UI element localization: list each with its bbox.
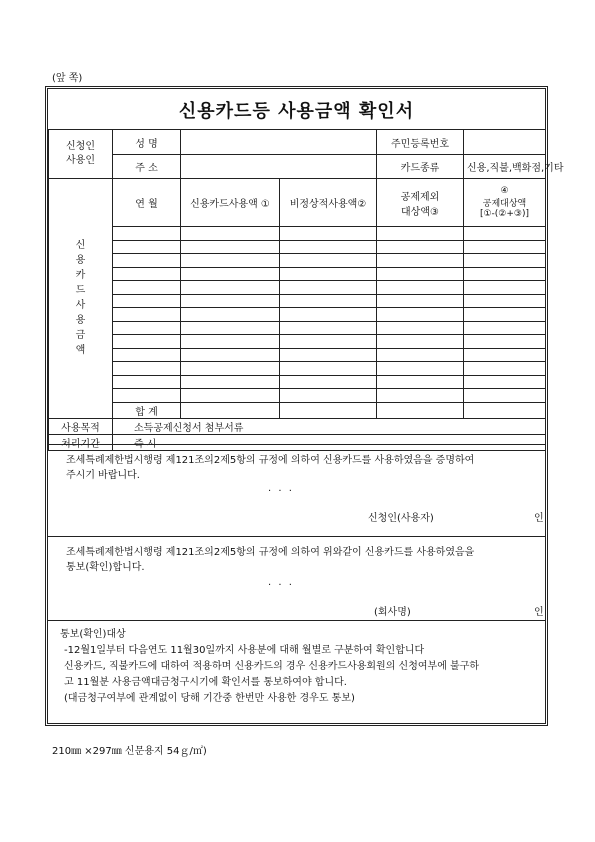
cert1-text-line1: 조세특례제한법시행령 제121조의2제5항의 규정에 의하여 신용카드를 사용하였음을 증명하여 (66, 455, 475, 466)
credit-header: 신용카드사용액 ① (181, 179, 280, 227)
credit-cell[interactable] (181, 308, 280, 322)
purpose-row (49, 418, 546, 434)
notice-heading: 통보(확인)대상 (60, 629, 126, 640)
deduct-excl-header: 공제제외 대상액③ (377, 179, 464, 227)
form-grid (48, 129, 564, 451)
cert1-signer: 신청인(사용자) (368, 513, 434, 524)
non-normal-cell[interactable] (280, 294, 377, 308)
usage-section-label-char: 사 (75, 300, 86, 312)
month-cell[interactable] (113, 294, 181, 308)
card-type-value: 신용,직불,백화점,기타 (464, 155, 546, 179)
non-normal-cell[interactable] (280, 254, 377, 268)
notice-line3: 고 11월분 사용금액대금청구시기에 확인서를 통보하여야 합니다. (64, 677, 347, 688)
month-cell[interactable] (113, 308, 181, 322)
deduct-excl-cell[interactable] (377, 267, 464, 281)
deduct-target-cell[interactable] (464, 362, 546, 376)
cert2-date: . . . (268, 577, 294, 588)
usage-section-label-char: 액 (75, 345, 86, 357)
cert1-text-line2: 주시기 바랍니다. (66, 470, 140, 481)
paper-spec-note: 210㎜ ×297㎜ 신문용지 54ｇ/㎡) (52, 746, 207, 757)
address-field[interactable] (181, 155, 377, 179)
name-label: 성 명 (113, 130, 181, 155)
usage-row (49, 321, 546, 335)
non-normal-cell[interactable] (280, 267, 377, 281)
deduct-excl-cell[interactable] (377, 389, 464, 403)
non-normal-cell[interactable] (280, 375, 377, 389)
deduct-target-cell[interactable] (464, 389, 546, 403)
total-deduct-excl-cell[interactable] (377, 402, 464, 418)
credit-cell[interactable] (181, 254, 280, 268)
non-normal-header: 비정상적사용액② (280, 179, 377, 227)
cert2-signer: (회사명) (374, 607, 411, 618)
name-field[interactable] (181, 130, 377, 155)
cert2-text-line2: 통보(확인)합니다. (66, 562, 145, 573)
deduct-target-cell[interactable] (464, 254, 546, 268)
month-cell[interactable] (113, 267, 181, 281)
notice-line4: (대금청구여부에 관계없이 당해 기간중 한번만 사용한 경우도 통보) (64, 693, 355, 704)
total-non-normal-cell[interactable] (280, 402, 377, 418)
deduct-excl-cell[interactable] (377, 362, 464, 376)
non-normal-cell[interactable] (280, 335, 377, 349)
usage-row (49, 335, 546, 349)
usage-row (49, 240, 546, 254)
cert2-text-line1: 조세특례제한법시행령 제121조의2제5항의 규정에 의하여 위와같이 신용카드를 사용하였음을 (66, 547, 475, 558)
usage-row (49, 389, 546, 403)
month-cell[interactable] (113, 389, 181, 403)
deduct-excl-cell[interactable] (377, 335, 464, 349)
deduct-excl-cell[interactable] (377, 348, 464, 362)
deduct-excl-cell[interactable] (377, 294, 464, 308)
purpose-label: 사용목적 (49, 418, 113, 434)
deduct-target-cell[interactable] (464, 335, 546, 349)
form-title: 신용카드등 사용금액 확인서 (178, 100, 415, 122)
resident-id-field[interactable] (464, 130, 546, 155)
credit-cell[interactable] (181, 240, 280, 254)
non-normal-cell[interactable] (280, 321, 377, 335)
notice-line1: -12월1일부터 다음연도 11월30일까지 사용분에 대해 월별로 구분하여 확인합니다 (64, 645, 425, 656)
notice-line2: 신용카드, 직불카드에 대하여 적용하며 신용카드의 경우 신용카드사용회원의 신청여부에 불구하 (64, 661, 480, 672)
usage-row (49, 362, 546, 376)
applicant-group-label: 신청인 사용인 (49, 130, 113, 179)
deduct-excl-cell[interactable] (377, 375, 464, 389)
credit-cell[interactable] (181, 321, 280, 335)
credit-cell[interactable] (181, 335, 280, 349)
month-cell[interactable] (113, 254, 181, 268)
period-value: 즉 시 (113, 434, 546, 450)
month-cell[interactable] (113, 281, 181, 295)
month-cell[interactable] (113, 227, 181, 241)
month-cell[interactable] (113, 321, 181, 335)
period-label: 처리기간 (49, 434, 113, 450)
usage-row (49, 348, 546, 362)
deduct-target-cell[interactable] (464, 294, 546, 308)
usage-row (49, 254, 546, 268)
non-normal-cell[interactable] (280, 362, 377, 376)
usage-row (49, 308, 546, 322)
credit-cell[interactable] (181, 375, 280, 389)
usage-section-label-char: 드 (75, 285, 86, 297)
card-type-label: 카드종류 (377, 155, 464, 179)
usage-row (49, 375, 546, 389)
usage-section-label-char: 용 (75, 315, 86, 327)
deduct-target-cell[interactable] (464, 281, 546, 295)
credit-cell[interactable] (181, 227, 280, 241)
deduct-excl-cell[interactable] (377, 321, 464, 335)
non-normal-cell[interactable] (280, 348, 377, 362)
usage-section-label (49, 179, 113, 419)
credit-cell[interactable] (181, 267, 280, 281)
resident-id-label: 주민등록번호 (377, 130, 464, 155)
total-label: 합 계 (113, 402, 181, 418)
company-certification (48, 536, 545, 620)
usage-section-label-char: 카 (75, 270, 86, 282)
deduct-target-header: ④ 공제대상액 [①-(②+③)] (464, 179, 546, 227)
month-cell[interactable] (113, 335, 181, 349)
usage-row (49, 294, 546, 308)
deduct-excl-cell[interactable] (377, 281, 464, 295)
cert1-seal: 인 (534, 513, 544, 524)
usage-header-row (49, 179, 546, 227)
usage-row (49, 227, 546, 241)
credit-cell[interactable] (181, 281, 280, 295)
deduct-target-cell[interactable] (464, 227, 546, 241)
cert1-date: . . . (268, 483, 294, 494)
month-cell[interactable] (113, 362, 181, 376)
deduct-excl-cell[interactable] (377, 254, 464, 268)
deduct-excl-cell[interactable] (377, 308, 464, 322)
usage-section-label-char: 신 (75, 240, 86, 252)
credit-cell[interactable] (181, 389, 280, 403)
non-normal-cell[interactable] (280, 308, 377, 322)
deduct-excl-cell[interactable] (377, 240, 464, 254)
non-normal-cell[interactable] (280, 281, 377, 295)
month-cell[interactable] (113, 240, 181, 254)
total-row (49, 402, 546, 418)
month-cell[interactable] (113, 348, 181, 362)
total-credit-cell[interactable] (181, 402, 280, 418)
non-normal-cell[interactable] (280, 240, 377, 254)
purpose-value: 소득공제신청서 첨부서류 (113, 418, 546, 434)
applicant-row-2 (49, 155, 546, 179)
deduct-target-cell[interactable] (464, 348, 546, 362)
usage-section-label-char: 금 (75, 330, 86, 342)
deduct-target-cell[interactable] (464, 321, 546, 335)
deduct-target-cell[interactable] (464, 267, 546, 281)
month-cell[interactable] (113, 375, 181, 389)
credit-cell[interactable] (181, 294, 280, 308)
deduct-target-cell[interactable] (464, 308, 546, 322)
usage-confirmation-form (45, 86, 564, 726)
page-side-note: (앞 쪽) (52, 73, 83, 84)
credit-cell[interactable] (181, 362, 280, 376)
total-deduct-target-cell[interactable] (464, 402, 546, 418)
usage-row (49, 281, 546, 295)
deduct-target-cell[interactable] (464, 375, 546, 389)
deduct-excl-cell[interactable] (377, 227, 464, 241)
notice-section (48, 620, 545, 720)
deduct-target-cell[interactable] (464, 240, 546, 254)
applicant-certification (48, 444, 545, 536)
applicant-row-1 (49, 130, 546, 155)
address-label: 주 소 (113, 155, 181, 179)
non-normal-cell[interactable] (280, 389, 377, 403)
credit-cell[interactable] (181, 348, 280, 362)
cert2-seal: 인 (534, 607, 544, 618)
usage-row (49, 267, 546, 281)
month-header: 연 월 (113, 179, 181, 227)
non-normal-cell[interactable] (280, 227, 377, 241)
usage-section-label-char: 용 (75, 255, 86, 267)
